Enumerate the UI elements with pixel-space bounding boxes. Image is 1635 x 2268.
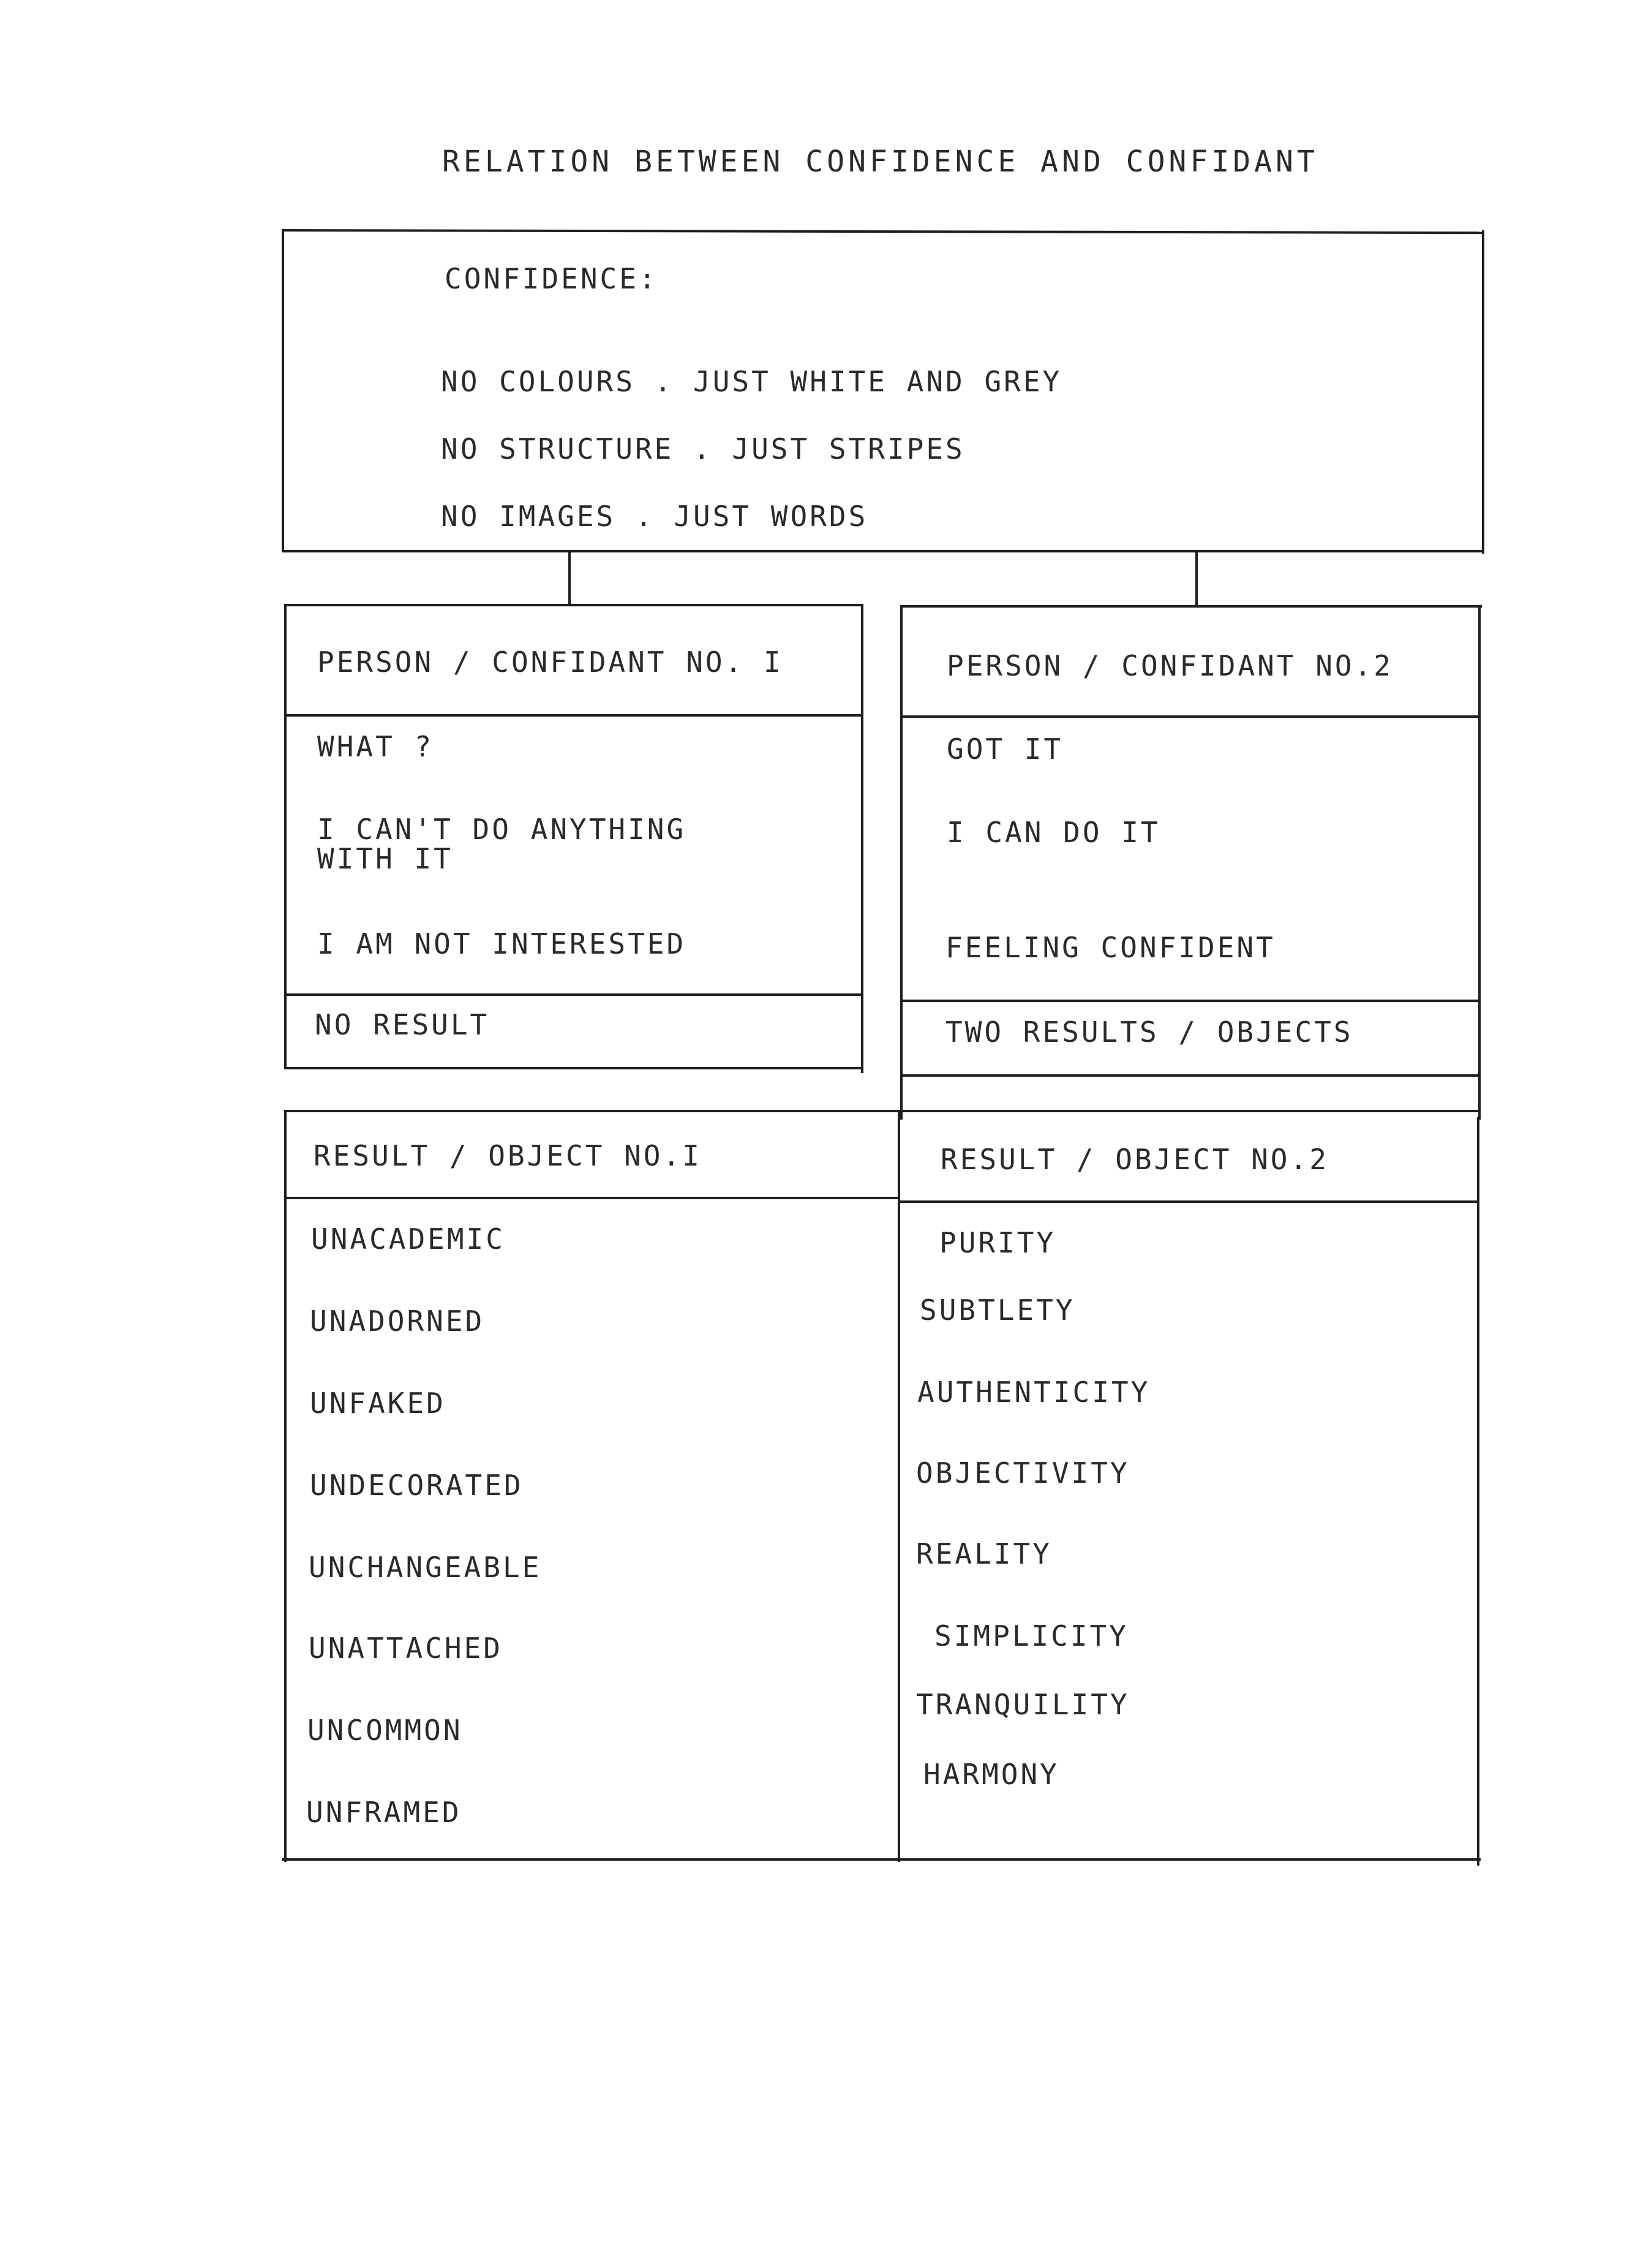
box-bottom-border — [900, 1074, 1481, 1077]
object-2-item: PURITY — [939, 1226, 1056, 1259]
object-1-heading: RESULT / OBJECT NO.I — [314, 1139, 702, 1172]
result-divider — [900, 1000, 1481, 1002]
object-2-item: REALITY — [916, 1537, 1052, 1570]
object-1-item: UNFRAMED — [306, 1796, 462, 1829]
table-center-divider — [898, 1110, 900, 1862]
confidant-1-response: I AM NOT INTERESTED — [317, 927, 686, 960]
confidence-line: NO COLOURS . JUST WHITE AND GREY — [441, 365, 1062, 398]
confidence-line: NO IMAGES . JUST WORDS — [441, 500, 868, 533]
heading-divider — [284, 714, 862, 717]
heading-divider — [900, 715, 1481, 718]
object-2-item: OBJECTIVITY — [916, 1456, 1130, 1490]
object-2-item: HARMONY — [923, 1758, 1059, 1791]
object-1-item: UNDECORATED — [310, 1469, 524, 1502]
box-top-border — [283, 229, 1484, 234]
confidant-2-heading: PERSON / CONFIDANT NO.2 — [947, 649, 1393, 682]
object-1-item: UNCOMMON — [307, 1714, 463, 1747]
box-left-border — [282, 229, 284, 552]
confidant-2-response: FEELING CONFIDENT — [945, 931, 1276, 964]
connector-line-left — [568, 551, 571, 605]
confidence-line: NO STRUCTURE . JUST STRIPES — [441, 432, 965, 465]
connector-line-gap — [900, 1076, 903, 1120]
table-bottom-border — [282, 1858, 1481, 1861]
box-left-border — [900, 605, 903, 1076]
connector-line-right — [1195, 551, 1198, 608]
object-2-item: SUBTLETY — [920, 1294, 1075, 1327]
box-left-border — [284, 604, 287, 1069]
box-right-border — [1478, 605, 1481, 1076]
result-divider — [284, 993, 862, 996]
confidant-2-response: I CAN DO IT — [947, 816, 1160, 849]
object-1-item: UNCHANGEABLE — [309, 1551, 542, 1584]
object-2-item: TRANQUILITY — [916, 1688, 1130, 1721]
box-top-border — [284, 604, 862, 606]
heading-divider — [284, 1197, 899, 1199]
confidant-2-result: TWO RESULTS / OBJECTS — [945, 1015, 1353, 1049]
box-bottom-border — [284, 1067, 863, 1069]
diagram-title: RELATION BETWEEN CONFIDENCE AND CONFIDANT — [442, 145, 1318, 179]
object-2-heading: RESULT / OBJECT NO.2 — [941, 1143, 1329, 1176]
object-1-item: UNADORNED — [310, 1305, 485, 1338]
confidant-1-heading: PERSON / CONFIDANT NO. I — [317, 646, 783, 679]
heading-divider — [899, 1200, 1479, 1203]
box-top-border — [900, 605, 1482, 608]
confidant-1-response: WHAT ? — [317, 730, 434, 763]
box-bottom-border — [282, 550, 1484, 552]
confidence-heading: CONFIDENCE: — [445, 262, 658, 295]
confidant-2-response: GOT IT — [947, 733, 1064, 766]
object-1-item: UNATTACHED — [309, 1632, 503, 1665]
table-left-border — [284, 1110, 287, 1862]
table-top-border — [284, 1110, 1481, 1112]
box-right-border — [861, 604, 863, 1073]
box-right-border — [1482, 230, 1484, 554]
connector-line-gap — [1478, 1076, 1481, 1120]
object-2-item: SIMPLICITY — [934, 1619, 1129, 1652]
confidant-1-result: NO RESULT — [315, 1008, 490, 1041]
object-1-item: UNACADEMIC — [311, 1223, 505, 1256]
confidant-1-response: I CAN'T DO ANYTHING WITH IT — [317, 813, 686, 876]
object-2-item: AUTHENTICITY — [917, 1376, 1151, 1409]
table-right-border — [1477, 1117, 1479, 1866]
object-1-item: UNFAKED — [310, 1387, 446, 1420]
